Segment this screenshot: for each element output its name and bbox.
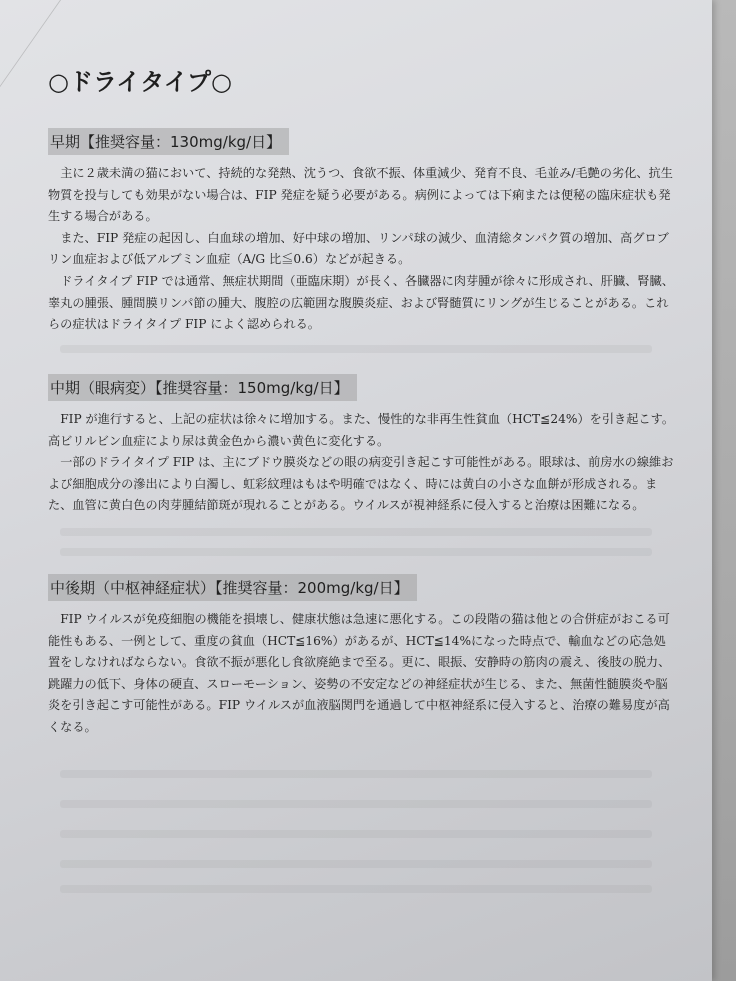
- section-heading: 早期【推奨容量：130mg/kg/日】: [48, 128, 289, 155]
- paragraph: FIP が進行すると、上記の症状は徐々に増加する。また、慢性的な非再生性貧血（HCT≦24%）を引き起こす。高ビリルビン血症により尿は黄金色から濃い黄色に変化する。: [48, 412, 675, 448]
- section-middle-stage: [48, 374, 674, 517]
- paragraph: 一部のドライタイプ FIP は、主にブドウ膜炎などの眼の病変引き起こす可能性がある。眼球は、前房水の線維および細胞成分の滲出により白濁し、虹彩紋理はもはや明確ではなく、時には黄白の小さな血餅が形成される。また、血管に黄白色の肉芽腫結節斑が現れることがある。ウイルスが視神経系に侵入すると治療は困難になる。: [48, 455, 674, 513]
- document-title: ○ドライタイプ○: [48, 68, 232, 96]
- section-early-stage: [48, 128, 674, 336]
- show-through-line: [60, 548, 652, 556]
- show-through-line: [60, 345, 652, 353]
- show-through-line: [60, 885, 652, 893]
- paragraph: FIP ウイルスが免疫細胞の機能を損壊し、健康状態は急速に悪化する。この段階の猫は他との合併症がおこる可能性もある、一例として、重度の貧血（HCT≦16%）があるが、HCT≦14%になった時点で、輸血などの応急処置をしなければならない。食欲不振が悪化し食欲廃絶まで至る。更に、眼振、安静時の筋肉の震え、後肢の脱力、跳躍力の低下、身体の硬直、スローモーション、姿勢の不安定などの神経症状が生じる、また、無菌性髄膜炎や脳炎を引き起こす可能性がある。FIP ウイルスが血液脳関門を通過して中枢神経系に侵入すると、治療の難易度が高くなる。: [48, 612, 671, 734]
- show-through-line: [60, 830, 652, 838]
- paragraph: また、FIP 発症の起因し、白血球の増加、好中球の増加、リンパ球の減少、血清総タンパク質の増加、高グロブリン血症および低アルブミン血症（A/G 比≦0.6）などが起きる。: [48, 230, 669, 267]
- paragraph: 主に２歳未満の猫において、持続的な発熱、沈うつ、食欲不振、体重減少、発育不良、毛並み/毛艶の劣化、抗生物質を投与しても効果がない場合は、FIP 発症を疑う必要がある。病例によっては下痢または便秘の臨床症状も発生する場合がある。: [48, 166, 673, 224]
- section-heading: 中期（眼病変）【推奨容量：150mg/kg/日】: [48, 374, 357, 401]
- show-through-line: [60, 770, 652, 778]
- section-heading: 中後期（中枢神経症状）【推奨容量：200mg/kg/日】: [48, 574, 417, 601]
- show-through-line: [60, 800, 652, 808]
- show-through-line: [60, 860, 652, 868]
- show-through-line: [60, 528, 652, 536]
- document-body: [48, 54, 675, 734]
- section-late-stage: [48, 574, 674, 739]
- paragraph: ドライタイプ FIP では通常、無症状期間（亜臨床期）が長く、各臓器に肉芽腫が徐々に形成され、肝臓、腎臓、睾丸の腫張、腫間膜リンパ節の腫大、腹腔の広範囲な腹膜炎症、および腎髄質にリングが生じることがある。これらの症状はドライタイプ FIP によく認められる。: [48, 273, 674, 332]
